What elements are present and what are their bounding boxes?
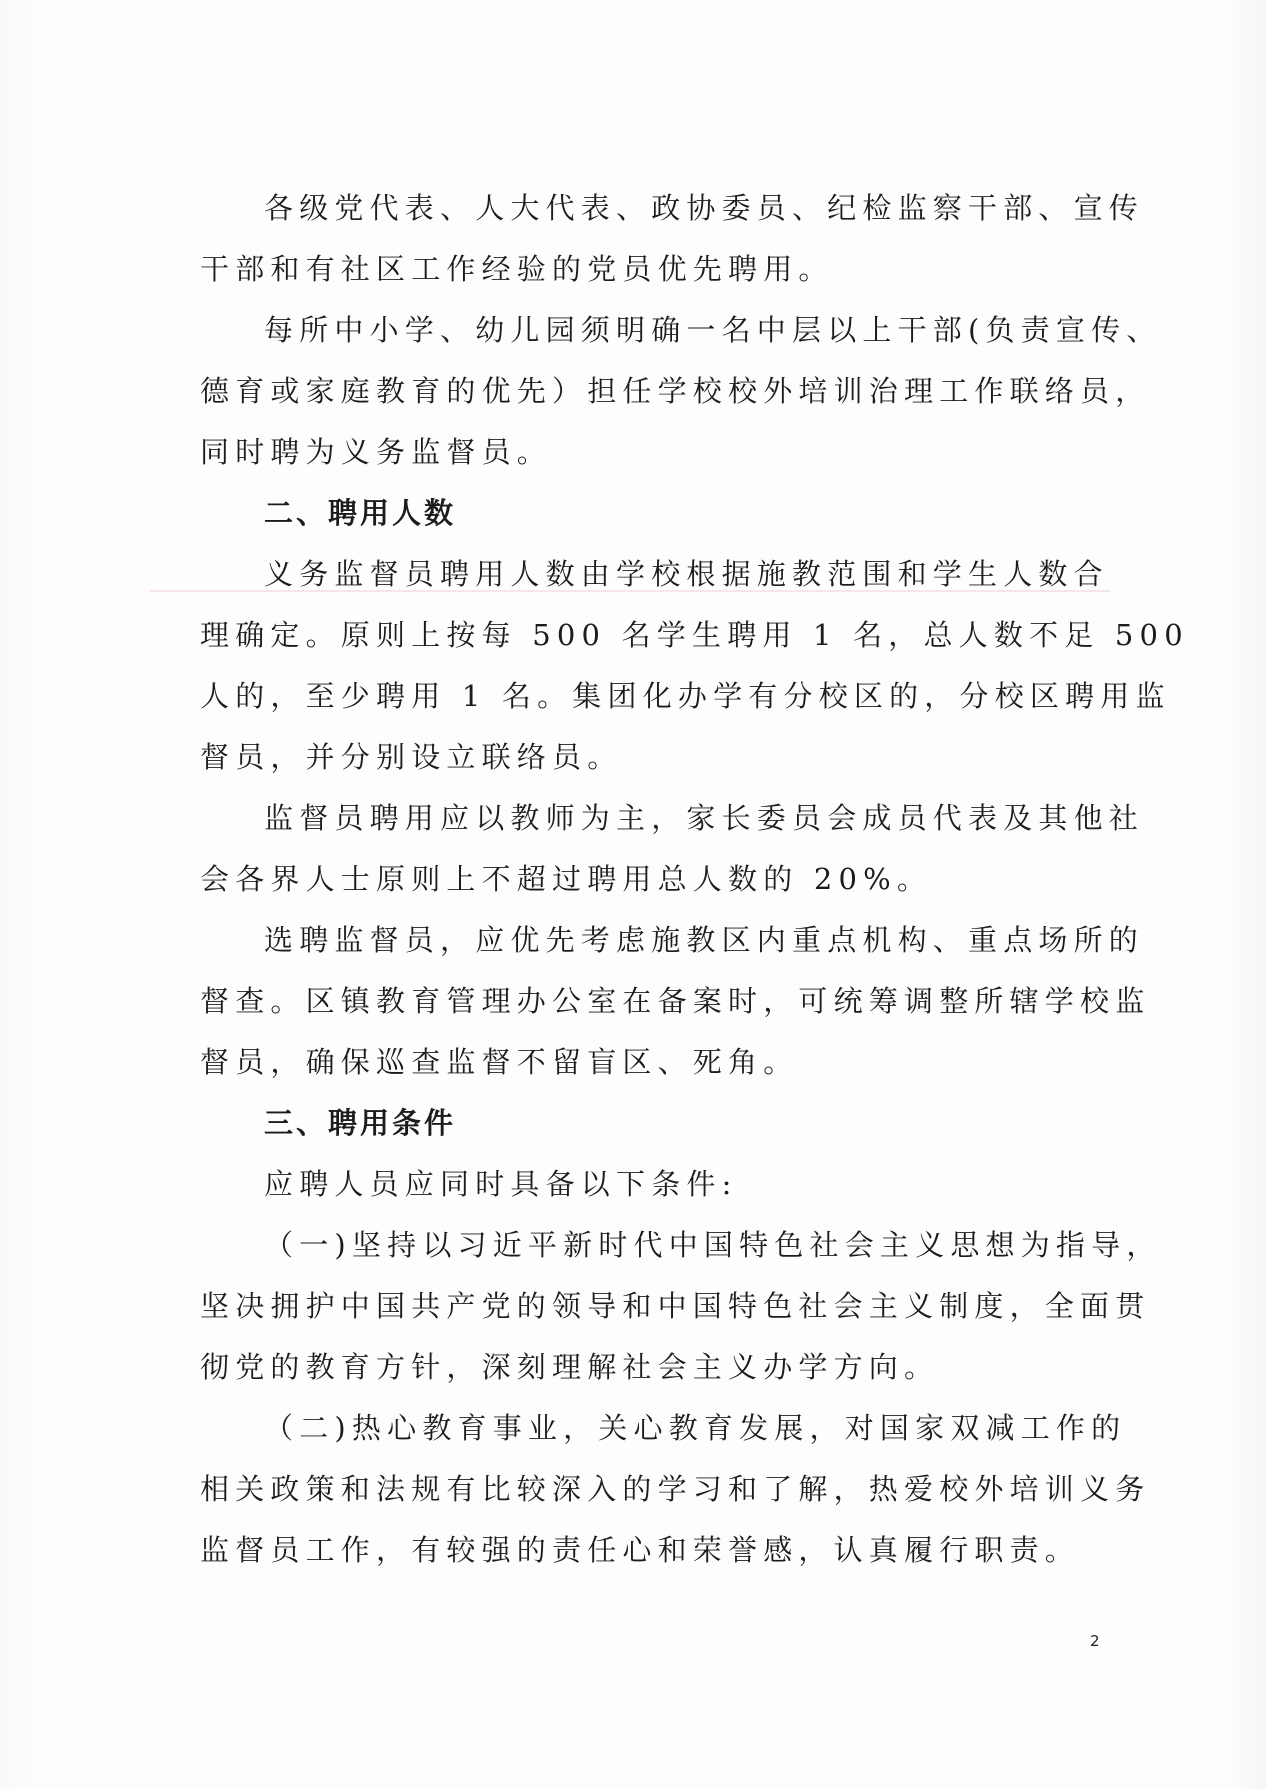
paragraph-line: 理确定。原则上按每 500 名学生聘用 1 名，总人数不足 500 — [200, 618, 1189, 652]
page-number: 2 — [1090, 1632, 1100, 1650]
paragraph-line: 义务监督员聘用人数由学校根据施教范围和学生人数合 — [264, 557, 1109, 591]
paragraph-line: 选聘监督员，应优先考虑施教区内重点机构、重点场所的 — [264, 923, 1145, 957]
section-heading-recruitment-count: 二、聘用人数 — [264, 496, 457, 530]
paragraph-line: 德育或家庭教育的优先）担任学校校外培训治理工作联络员， — [200, 374, 1151, 408]
paragraph-line: （一)坚持以习近平新时代中国特色社会主义思想为指导， — [264, 1228, 1162, 1262]
paragraph-line: 应聘人员应同时具备以下条件: — [264, 1167, 738, 1201]
document-body — [200, 178, 1189, 1581]
paragraph-line: 督员，并分别设立联络员。 — [200, 740, 623, 774]
paragraph-line: 人的，至少聘用 1 名。集团化办学有分校区的，分校区聘用监 — [200, 679, 1171, 713]
paragraph-line: 干部和有社区工作经验的党员优先聘用。 — [200, 252, 834, 286]
section-heading-recruitment-conditions: 三、聘用条件 — [264, 1106, 457, 1140]
paragraph-line: 同时聘为义务监督员。 — [200, 435, 553, 469]
paragraph-line: 各级党代表、人大代表、政协委员、纪检监察干部、宣传 — [264, 191, 1145, 225]
paragraph-line: 监督员工作，有较强的责任心和荣誉感，认真履行职责。 — [200, 1533, 1081, 1567]
paragraph-line: 相关政策和法规有比较深入的学习和了解，热爱校外培训义务 — [200, 1472, 1151, 1506]
paragraph-line: 督查。区镇教育管理办公室在备案时，可统筹调整所辖学校监 — [200, 984, 1151, 1018]
paragraph-line: 会各界人士原则上不超过聘用总人数的 20%。 — [200, 862, 933, 896]
paragraph-line: 监督员聘用应以教师为主，家长委员会成员代表及其他社 — [264, 801, 1145, 835]
paragraph-line: 督员，确保巡查监督不留盲区、死角。 — [200, 1045, 799, 1079]
paragraph-line: 每所中小学、幼儿园须明确一名中层以上干部(负责宣传、 — [264, 313, 1162, 347]
paragraph-line: 坚决拥护中国共产党的领导和中国特色社会主义制度，全面贯 — [200, 1289, 1151, 1323]
paragraph-line: （二)热心教育事业，关心教育发展，对国家双减工作的 — [264, 1411, 1127, 1445]
paragraph-line: 彻党的教育方针，深刻理解社会主义办学方向。 — [200, 1350, 940, 1384]
